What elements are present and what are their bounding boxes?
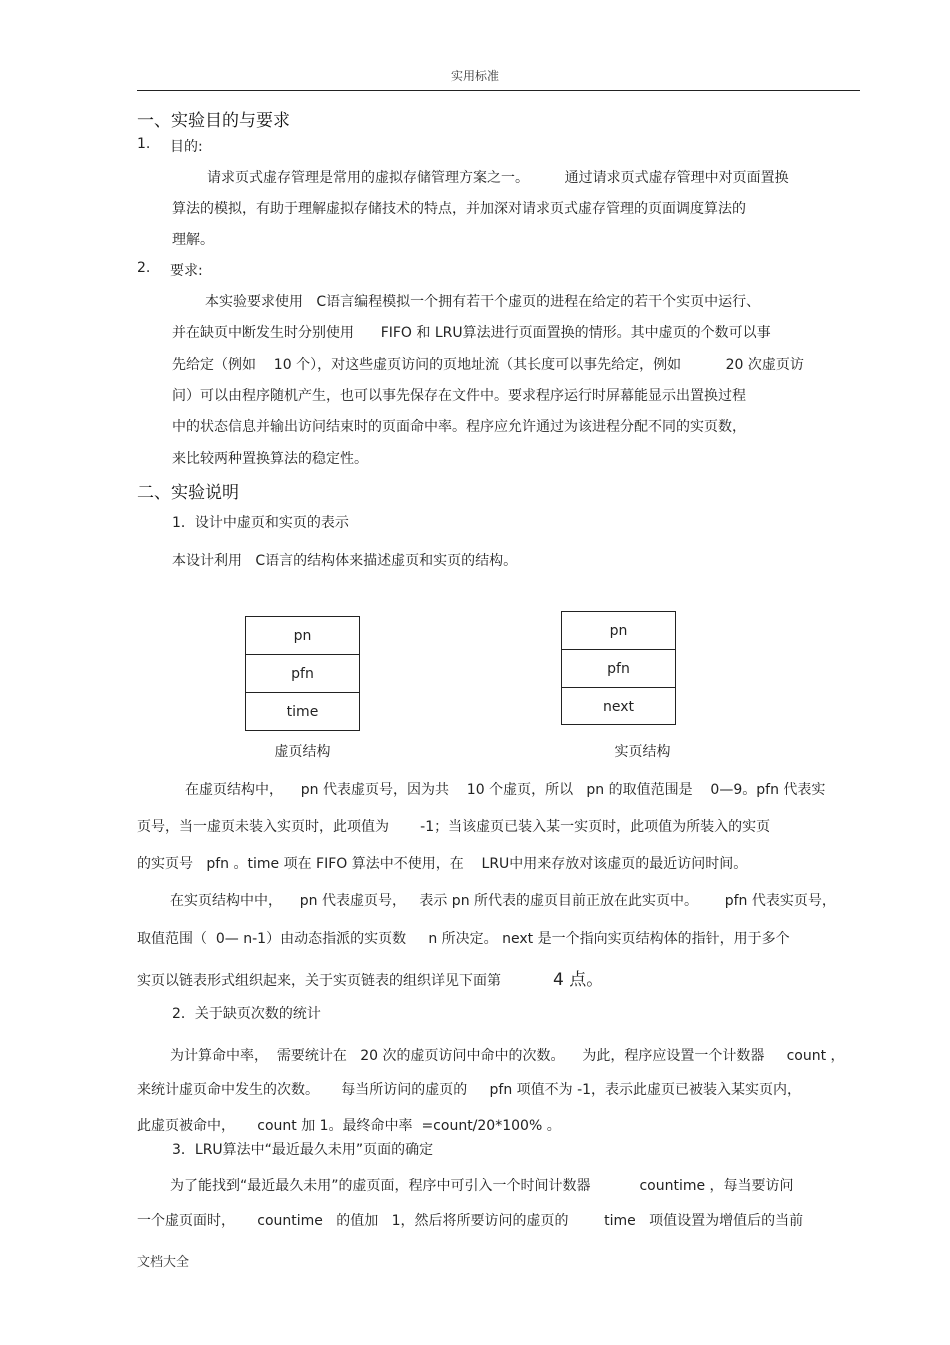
item-2-label: 要求: [170, 263, 203, 279]
item-1-label: 目的: [170, 139, 203, 155]
requirement-line: 并在缺页中断发生时分别使用 FIFO 和 LRU算法进行页面置换的情形。其中虚页的个数可以事 [172, 325, 771, 341]
purpose-line: 请求页式虚存管理是常用的虚拟存储管理方案之一。 通过请求页式虚存管理中对页面置换 [207, 170, 789, 186]
struct-field: pfn [246, 655, 359, 693]
page-header: 实用标准 [450, 69, 499, 83]
requirement-line: 来比较两种置换算法的稳定性。 [172, 451, 368, 467]
virtual-desc-line: 在虚页结构中， pn 代表虚页号，因为共 10 个虚页，所以 pn 的取值范围是 0—9。pfn 代表实 [185, 782, 826, 798]
lru-line: 为了能找到“最近最久未用”的虚页面，程序中可引入一个时间计数器 countime ，每当要访问 [170, 1178, 794, 1194]
section-2-title: 二、实验说明 [137, 483, 239, 503]
purpose-line: 算法的模拟，有助于理解虚拟存储技术的特点，并加深对请求页式虚存管理的页面调度算法的 [172, 201, 746, 217]
header-rule [137, 90, 860, 91]
struct-field: next [602, 699, 634, 715]
struct-field: pn [562, 612, 675, 650]
hit-count-line: 此虚页被命中， count 加 1。最终命中率 =count/20*100% 。 [137, 1118, 561, 1134]
struct-field: pn [246, 617, 359, 655]
requirement-line: 问）可以由程序随机产生，也可以事先保存在文件中。要求程序运行时屏幕能显示出置换过程 [172, 388, 746, 404]
virtual-struct-caption: 虚页结构 [274, 744, 331, 760]
struct-field: time [286, 704, 319, 720]
purpose-line: 理解。 [172, 232, 214, 248]
virtual-page-struct-diagram [245, 616, 360, 731]
hit-count-line: 为计算命中率， 需要统计在 20 次的虚页访问中命中的次数。 为此，程序应设置一个计数器 count ， [170, 1048, 845, 1064]
hit-count-line: 来统计虚页命中发生的次数。 每当所访问的虚页的 pfn 项值不为 -1，表示此虚页已被装入某实页内， [137, 1082, 802, 1098]
real-desc-line: 在实页结构中中， pn 代表虚页号， 表示 pn 所代表的虚页目前正放在此实页中。 pfn 代表实页号， [170, 893, 836, 909]
real-desc-text: 实页以链表形式组织起来，关于实页链表的组织详见下面第 [137, 973, 501, 989]
requirement-line: 先给定（例如 10 个），对这些虚页访问的页地址流（其长度可以事先给定，例如 20 次虚页访 [172, 357, 804, 373]
struct-field: pfn [562, 650, 675, 688]
real-page-struct-diagram [561, 611, 676, 725]
requirement-line: 本实验要求使用 C语言编程模拟一个拥有若干个虚页的进程在给定的若干个实页中运行、 [205, 294, 761, 310]
real-desc-line: 取值范围（ 0— n-1）由动态指派的实页数 n 所决定。 next 是一个指向实页结构体的指针，用于多个 [137, 931, 790, 947]
virtual-desc-line: 页号，当一虚页未装入实页时，此项值为 -1；当该虚页已装入某一实页时，此项值为所装入的实页 [137, 819, 771, 835]
struct-intro: 本设计利用 C语言的结构体来描述虚页和实页的结构。 [172, 553, 518, 569]
subsection-3-title: 3．LRU算法中“最近最久未用”页面的确定 [172, 1142, 434, 1158]
lru-line: 一个虚页面时， countime 的值加 1，然后将所要访问的虚页的 time 项值设置为增值后的当前 [137, 1213, 804, 1229]
real-struct-caption: 实页结构 [614, 744, 671, 760]
real-desc-tail: 4 点。 [553, 970, 604, 990]
virtual-desc-line: 的实页号 pfn 。time 项在 FIFO 算法中不使用，在 LRU中用来存放对该虚页的最近访问时间。 [137, 856, 748, 872]
page-footer: 文档大全 [137, 1255, 190, 1270]
subsection-2-title: 2．关于缺页次数的统计 [172, 1006, 321, 1022]
requirement-line: 中的状态信息并输出访问结束时的页面命中率。程序应允许通过为该进程分配不同的实页数， [172, 419, 746, 435]
subsection-1-title: 1．设计中虚页和实页的表示 [172, 515, 349, 531]
item-1-number: 1. [137, 136, 151, 152]
section-1-title: 一、实验目的与要求 [137, 111, 290, 131]
item-2-number: 2. [137, 260, 151, 276]
real-desc-line [137, 965, 603, 990]
